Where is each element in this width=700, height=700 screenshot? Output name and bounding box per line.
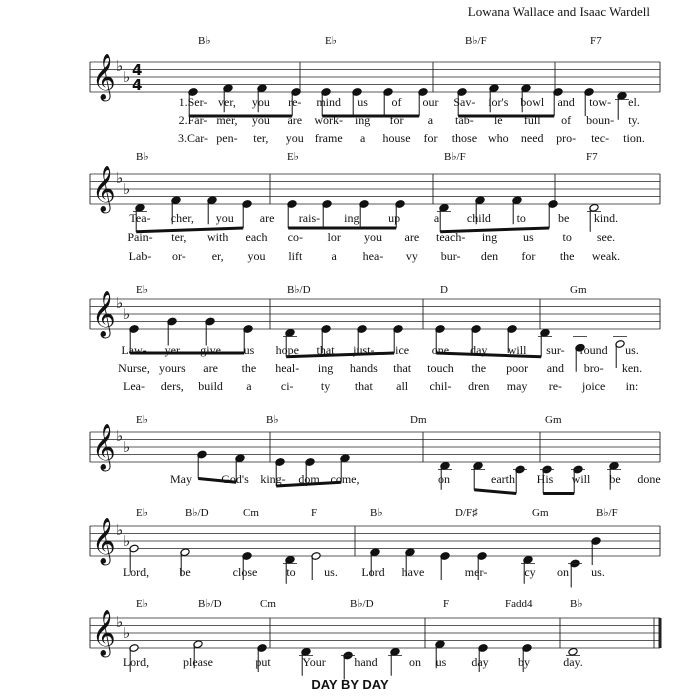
lyric-syllable: each	[245, 230, 268, 244]
lyric-syllable: a	[427, 113, 434, 127]
lyric-syllable: teach-	[436, 230, 466, 244]
chord-symbol: E♭	[136, 284, 148, 296]
lyric-syllable: to	[562, 230, 572, 244]
chord-symbol: Cm	[243, 507, 259, 519]
lyric-syllable: of	[561, 113, 572, 127]
song-title: DAY BY DAY	[311, 677, 389, 692]
lyric-syllable: hands	[349, 361, 378, 375]
lyric-syllable: dren	[468, 379, 490, 393]
lyric-syllable: le	[493, 113, 503, 127]
lyric-syllable: with	[206, 230, 229, 244]
lyric-syllable: rais-	[298, 211, 321, 225]
lyric-syllable: child	[466, 211, 491, 225]
lyric-syllable: the	[471, 361, 487, 375]
lyric-syllable: come,	[330, 472, 360, 486]
lyric-syllable: Nurse,	[118, 361, 150, 375]
note-beam	[474, 490, 516, 494]
lyric-syllable: Lea-	[123, 379, 145, 393]
lyric-syllable: up	[388, 211, 401, 225]
lyric-syllable: on	[438, 472, 450, 486]
chord-symbol: D/F♯	[455, 507, 478, 519]
lyric-syllable: that	[393, 361, 412, 375]
lyric-syllable: you	[247, 249, 266, 263]
lyric-syllable: hea-	[362, 249, 384, 263]
lyric-syllable: be	[609, 472, 621, 486]
lyric-syllable: on	[409, 655, 421, 669]
lyric-syllable: those	[451, 131, 478, 145]
lyric-syllable: Law-	[121, 343, 147, 357]
lyric-syllable: us	[243, 343, 255, 357]
lyric-syllable: build	[198, 379, 223, 393]
lyric-syllable: frame	[314, 131, 343, 145]
lyric-syllable: full	[523, 113, 541, 127]
lyric-syllable: work-	[314, 113, 344, 127]
lyric-syllable: touch	[427, 361, 454, 375]
lyric-syllable: be	[557, 211, 570, 225]
flat-icon: ♭	[116, 57, 124, 75]
lyric-syllable: give	[200, 343, 221, 357]
lyric-syllable: kind.	[593, 211, 619, 225]
lyric-syllable: ior's	[488, 95, 509, 109]
lyric-syllable: Lab-	[128, 249, 152, 263]
lyric-syllable: yer	[164, 343, 180, 357]
lyric-syllable: you	[285, 131, 304, 145]
chord-symbol: Gm	[545, 414, 562, 426]
flat-icon: ♭	[123, 532, 131, 550]
lyric-syllable: day	[471, 655, 489, 669]
lyric-syllable: den	[480, 249, 499, 263]
lyric-syllable: one	[431, 343, 450, 357]
time-signature-top: 4	[132, 61, 143, 79]
chord-symbol: F7	[586, 151, 598, 163]
treble-clef-icon: 𝄞	[92, 166, 116, 212]
lyric-syllable: dom	[298, 472, 320, 486]
lyric-syllable: a	[246, 379, 252, 393]
lyric-syllable: ci-	[280, 379, 294, 393]
lyric-syllable: ken.	[621, 361, 643, 375]
lyric-syllable: and	[546, 361, 565, 375]
chord-symbol: Cm	[260, 598, 276, 610]
chord-symbol: B♭	[266, 414, 279, 426]
lyric-syllable: poor	[506, 361, 529, 375]
lyric-syllable: tec-	[591, 131, 610, 145]
lyric-syllable: 3.Car-	[177, 131, 209, 145]
authors-credit: Lowana Wallace and Isaac Wardell	[467, 4, 650, 19]
lyric-syllable: heal-	[275, 361, 300, 375]
lyric-syllable: bro-	[583, 361, 604, 375]
chord-symbol: B♭	[370, 507, 383, 519]
lyric-syllable: us	[357, 95, 368, 109]
lyric-syllable: Your	[302, 655, 326, 669]
chord-symbol: F	[311, 507, 318, 519]
lyric-syllable: bur-	[440, 249, 461, 263]
lyric-syllable: cy	[524, 565, 536, 579]
chord-symbol: B♭/D	[198, 598, 222, 610]
lyric-syllable: us	[522, 230, 534, 244]
flat-icon: ♭	[116, 521, 124, 539]
chord-symbol: B♭/F	[444, 151, 466, 163]
staff-system-2	[90, 151, 660, 263]
lyric-syllable: our	[422, 95, 439, 109]
lyric-syllable: are	[203, 361, 218, 375]
staff-system-4	[90, 414, 661, 494]
lyric-syllable: us	[435, 655, 447, 669]
lyric-syllable: that	[354, 379, 373, 393]
lyric-syllable: May	[170, 472, 192, 486]
lyric-syllable: er,	[211, 249, 224, 263]
lyric-syllable: see.	[596, 230, 616, 244]
chord-symbol: B♭/D	[185, 507, 209, 519]
lyric-syllable: ing	[317, 361, 334, 375]
lyric-syllable: Sav-	[453, 95, 476, 109]
lyric-syllable: hope	[275, 343, 299, 357]
flat-icon: ♭	[123, 624, 131, 642]
lyric-syllable: to	[516, 211, 526, 225]
lyric-syllable: pro-	[556, 131, 577, 145]
lyric-syllable: ty.	[628, 113, 640, 127]
lyric-syllable: mer,	[216, 113, 238, 127]
lyric-syllable: a	[359, 131, 366, 145]
lyric-syllable: earth	[491, 472, 515, 486]
chord-symbol: B♭/D	[287, 284, 311, 296]
chord-symbol: E♭	[136, 414, 148, 426]
lyric-syllable: for	[521, 249, 536, 263]
lyric-syllable: us.	[324, 565, 338, 579]
staff-system-1	[90, 35, 660, 145]
lyric-syllable: all	[396, 379, 409, 393]
flat-icon: ♭	[123, 68, 131, 86]
lyric-syllable: mind	[316, 95, 342, 109]
staff-system-6	[90, 598, 660, 680]
lyric-syllable: Tea-	[129, 211, 151, 225]
lyric-syllable: to	[286, 565, 296, 579]
note-beam	[286, 353, 394, 357]
lyric-syllable: by	[518, 655, 530, 669]
lyric-syllable: joice	[582, 379, 606, 393]
staff-system-3	[90, 284, 660, 393]
flat-icon: ♭	[116, 294, 124, 312]
lyric-syllable: ver,	[218, 95, 236, 109]
chord-symbol: F7	[590, 35, 602, 47]
chord-symbol: B♭/D	[350, 598, 374, 610]
lyric-syllable: may	[506, 379, 528, 393]
chord-symbol: E♭	[325, 35, 337, 47]
chord-symbol: B♭/F	[465, 35, 487, 47]
lyric-syllable: ing	[354, 113, 371, 127]
lyric-syllable: and	[557, 95, 575, 109]
lyric-syllable: re-	[548, 379, 563, 393]
lyric-syllable: please	[183, 655, 213, 669]
lyric-syllable: the	[241, 361, 257, 375]
flat-icon: ♭	[123, 438, 131, 456]
lyric-syllable: tow-	[589, 95, 612, 109]
lyric-syllable: yours	[158, 361, 186, 375]
lyric-syllable: lor	[327, 230, 341, 244]
lyric-syllable: 1.Ser-	[178, 95, 208, 109]
lyric-syllable: you	[251, 95, 270, 109]
treble-clef-icon: 𝄞	[92, 54, 116, 100]
chord-symbol: Dm	[410, 414, 427, 426]
lyric-syllable: ice	[395, 343, 410, 357]
lyric-syllable: ing	[481, 230, 498, 244]
lyric-syllable: boun-	[586, 113, 615, 127]
lyric-syllable: co-	[287, 230, 303, 244]
chord-symbol: B♭	[136, 151, 149, 163]
lyric-syllable: ter,	[171, 230, 187, 244]
lyric-syllable: close	[232, 565, 258, 579]
lyric-syllable: God's	[221, 472, 249, 486]
lyric-syllable: house	[382, 131, 411, 145]
lyric-syllable: mer-	[464, 565, 488, 579]
lyric-syllable: have	[401, 565, 425, 579]
chord-symbol: B♭	[198, 35, 211, 47]
treble-clef-icon: 𝄞	[92, 518, 116, 564]
lyric-syllable: you	[251, 113, 270, 127]
lyric-syllable: on	[557, 565, 569, 579]
lyric-syllable: you	[364, 230, 382, 244]
lyric-syllable: are	[404, 230, 420, 244]
lyric-syllable: you	[215, 211, 234, 225]
lyric-syllable: for	[389, 113, 404, 127]
lyric-syllable: bowl	[520, 95, 545, 109]
lyric-syllable: ders,	[160, 379, 184, 393]
lyric-syllable: Lord,	[122, 655, 150, 669]
lyric-syllable: or-	[171, 249, 186, 263]
flat-icon: ♭	[123, 180, 131, 198]
lyric-syllable: 2.Far-	[178, 113, 208, 127]
chord-symbol: B♭	[570, 598, 583, 610]
lyric-syllable: put	[255, 655, 271, 669]
lyric-syllable: king-	[260, 472, 286, 486]
chord-symbol: D	[440, 284, 448, 296]
lyric-syllable: chil-	[429, 379, 452, 393]
lyric-syllable: vy	[405, 249, 418, 263]
lyric-syllable: Pain-	[127, 230, 153, 244]
lyric-syllable: a	[433, 211, 440, 225]
lyric-syllable: a	[331, 249, 337, 263]
lyric-syllable: weak.	[591, 249, 621, 263]
lyric-syllable: lift	[288, 249, 303, 263]
lyric-syllable: just-	[353, 343, 375, 357]
lyric-syllable: re-	[288, 95, 302, 109]
flat-icon: ♭	[123, 305, 131, 323]
lyric-syllable: the	[559, 249, 575, 263]
lyric-syllable: are	[287, 113, 303, 127]
lyric-syllable: need	[520, 131, 544, 145]
lyric-syllable: Lord,	[122, 565, 150, 579]
lyric-syllable: hand	[354, 655, 378, 669]
flat-icon: ♭	[116, 169, 124, 187]
treble-clef-icon: 𝄞	[92, 424, 116, 470]
lyric-syllable: us.	[625, 343, 639, 357]
lyric-syllable: that	[316, 343, 335, 357]
lyric-syllable: be	[179, 565, 191, 579]
chord-symbol: E♭	[136, 598, 148, 610]
chord-symbol: Gm	[532, 507, 549, 519]
lyric-syllable: el.	[628, 95, 640, 109]
lyric-syllable: who	[487, 131, 509, 145]
chord-symbol: E♭	[287, 151, 299, 163]
chord-symbol: F	[443, 598, 450, 610]
lyric-syllable: ter,	[253, 131, 269, 145]
lyric-syllable: will	[507, 343, 527, 357]
lyric-syllable: day	[470, 343, 488, 357]
flat-icon: ♭	[116, 427, 124, 445]
lyric-syllable: day.	[563, 655, 583, 669]
lyric-syllable: round	[579, 343, 608, 357]
lyric-syllable: for	[423, 131, 438, 145]
chord-symbol: Fadd4	[505, 598, 533, 610]
chord-symbol: B♭/F	[596, 507, 618, 519]
chord-symbol: Gm	[570, 284, 587, 296]
lyric-syllable: tion.	[623, 131, 645, 145]
lyric-syllable: Lord	[361, 565, 385, 579]
lyric-syllable: sur-	[546, 343, 565, 357]
lyric-syllable: ty	[320, 379, 331, 393]
lyric-syllable: done	[637, 472, 661, 486]
lyric-syllable: in:	[625, 379, 639, 393]
lyric-syllable: His	[536, 472, 554, 486]
lyric-syllable: are	[259, 211, 275, 225]
treble-clef-icon: 𝄞	[92, 610, 116, 656]
lyric-syllable: of	[391, 95, 402, 109]
lyric-syllable: us.	[591, 565, 605, 579]
flat-icon: ♭	[116, 613, 124, 631]
lyric-syllable: tab-	[455, 113, 474, 127]
lyric-syllable: ing	[344, 211, 360, 225]
lyric-syllable: cher,	[170, 211, 194, 225]
staff-system-5	[90, 507, 660, 588]
treble-clef-icon: 𝄞	[92, 291, 116, 337]
chord-symbol: E♭	[136, 507, 148, 519]
lyric-syllable: pen-	[216, 131, 238, 145]
lyric-syllable: will	[571, 472, 591, 486]
time-signature-bottom: 4	[132, 76, 143, 94]
